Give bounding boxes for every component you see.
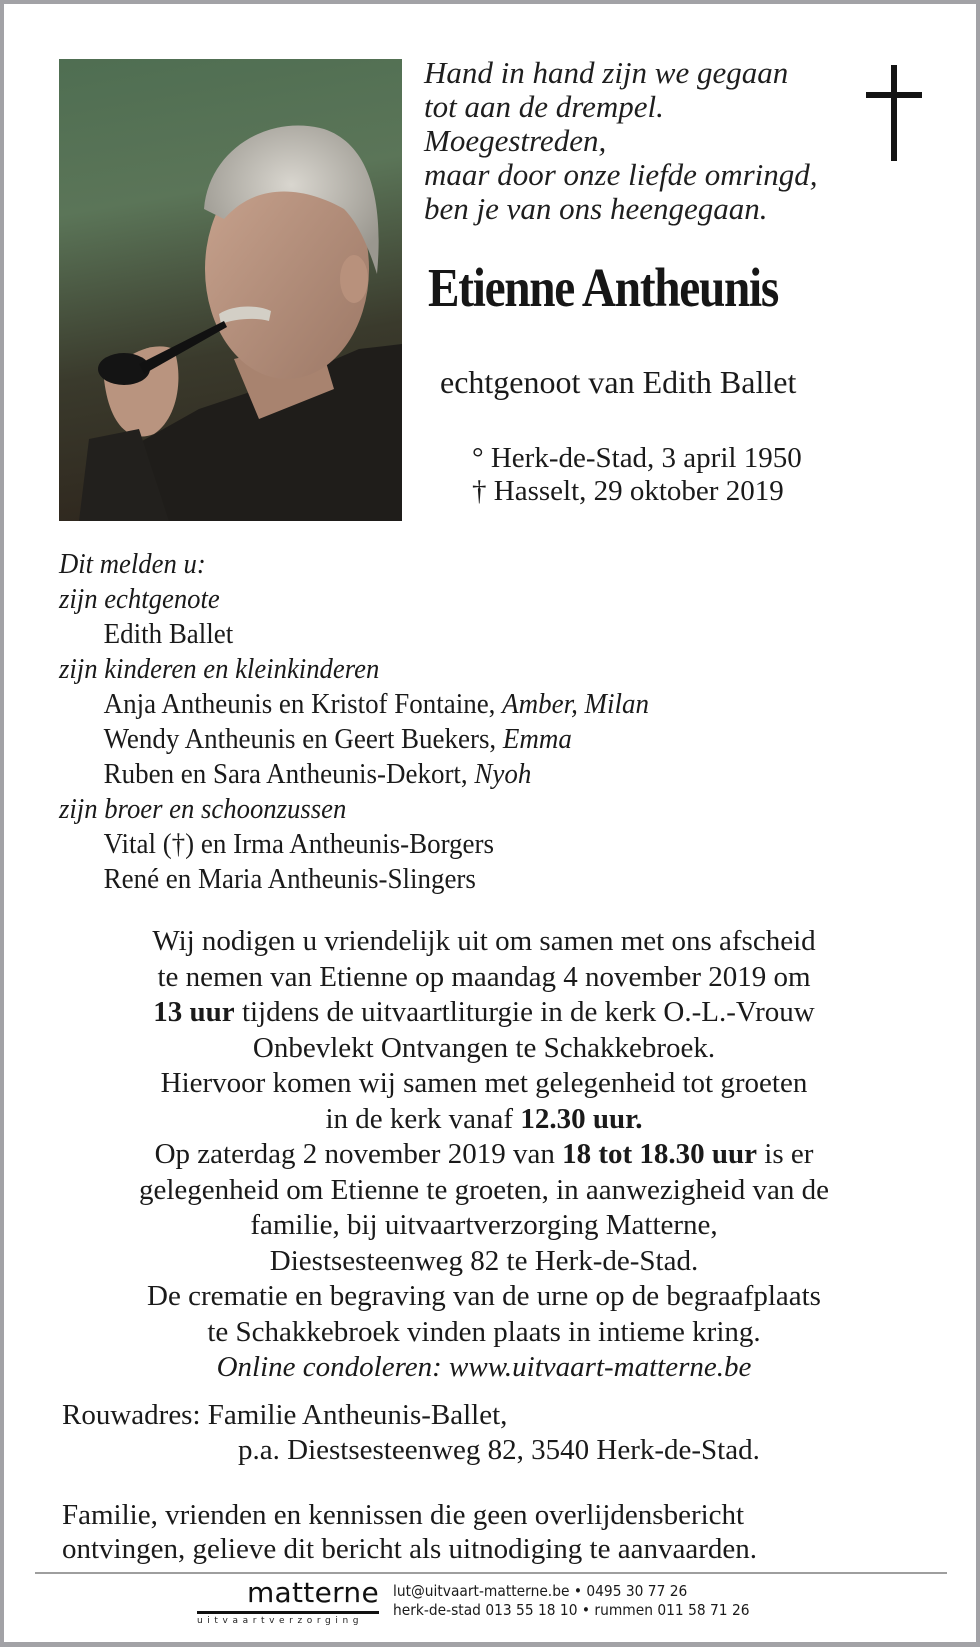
contact-email-phone[interactable]: lut@uitvaart-matterne.be • 0495 30 77 26 xyxy=(393,1582,688,1600)
spouse-line: echtgenoot van Edith Ballet xyxy=(440,364,797,400)
poem-line: ben je van ons heengegaan. xyxy=(424,191,768,226)
invitation-line: 13 uur tijdens de uitvaartliturgie in de kerk O.-L.-Vrouw xyxy=(153,996,815,1028)
family-member: Vital (†) en Irma Antheunis-Borgers xyxy=(103,828,495,860)
invitation-line: Onbevlekt Ontvangen te Schakkebroek. xyxy=(252,1031,716,1064)
closing-note xyxy=(62,1498,757,1566)
invitation-line: te Schakkebroek vinden plaats in intieme kring. xyxy=(207,1315,761,1348)
poem-line: tot aan de drempel. xyxy=(424,89,664,124)
portrait-photo xyxy=(59,59,402,521)
family-member: René en Maria Antheunis-Slingers xyxy=(103,863,476,895)
portrait-image xyxy=(59,59,402,521)
poem-line: Moegestreden, xyxy=(424,123,607,158)
family-member: Wendy Antheunis en Geert Buekers, Emma xyxy=(103,723,572,755)
invitation-line: De crematie en begraving van de urne op de begraafplaats xyxy=(147,1280,821,1312)
group-label: zijn kinderen en kleinkinderen xyxy=(59,653,380,685)
logo-wordmark: matterne xyxy=(246,1576,379,1609)
funeral-invitation xyxy=(44,924,924,1386)
group-label: zijn echtgenote xyxy=(59,583,220,615)
invitation-line: familie, bij uitvaartverzorging Matterne, xyxy=(250,1209,718,1241)
grandchildren: Amber, Milan xyxy=(502,688,649,720)
invitation-line: Op zaterdag 2 november 2019 van 18 tot 18.30 uur is er xyxy=(154,1138,814,1170)
grandchildren: Nyoh xyxy=(474,758,532,790)
mourning-address xyxy=(62,1398,760,1468)
birth-date: ° Herk-de-Stad, 3 april 1950 xyxy=(472,442,802,474)
family-member: Anja Antheunis en Kristof Fontaine, Amber, Milan xyxy=(103,688,649,720)
contact-phones: herk-de-stad 013 55 18 10 • rummen 011 58 71 26 xyxy=(393,1601,750,1619)
closing-line: Familie, vrienden en kennissen die geen overlijdensbericht xyxy=(62,1499,745,1531)
poem-line: Hand in hand zijn we gegaan xyxy=(424,55,789,90)
group-label: zijn broer en schoonzussen xyxy=(59,793,347,825)
life-dates xyxy=(472,442,802,508)
family-member: Ruben en Sara Antheunis-Dekort, Nyoh xyxy=(103,758,532,790)
poem-line: maar door onze liefde omringd, xyxy=(424,157,818,192)
closing-line: ontvingen, gelieve dit bericht als uitnodiging te aanvaarden. xyxy=(62,1533,757,1565)
invitation-line: te nemen van Etienne op maandag 4 november 2019 om xyxy=(157,960,811,993)
invitation-line: Diestsesteenweg 82 te Herk-de-Stad. xyxy=(269,1244,699,1277)
death-date: † Hasselt, 29 oktober 2019 xyxy=(472,475,784,507)
address-line: p.a. Diestsesteenweg 82, 3540 Herk-de-Stad. xyxy=(238,1434,760,1466)
matterne-logo xyxy=(197,1577,379,1628)
footer-divider xyxy=(35,1572,947,1574)
funeral-home-contact xyxy=(393,1582,750,1620)
logo-subtitle: uitvaartverzorging xyxy=(197,1616,364,1626)
cross-icon xyxy=(866,62,924,162)
deceased-name: Etienne Antheunis xyxy=(428,257,779,318)
family-announcement xyxy=(59,547,693,897)
invitation-line: gelegenheid om Etienne te groeten, in aanwezigheid van de xyxy=(138,1173,830,1206)
announcement-intro: Dit melden u: xyxy=(59,548,206,580)
family-member: Edith Ballet xyxy=(103,618,234,650)
invitation-line: Hiervoor komen wij samen met gelegenheid tot groeten xyxy=(160,1067,808,1099)
invitation-line: in de kerk vanaf 12.30 uur. xyxy=(325,1102,643,1135)
poem xyxy=(424,56,818,226)
online-condolence-link[interactable]: Online condoleren: www.uitvaart-matterne.be xyxy=(216,1351,752,1383)
invitation-line: Wij nodigen u vriendelijk uit om samen met ons afscheid xyxy=(152,925,816,957)
address-line: Rouwadres: Familie Antheunis-Ballet, xyxy=(62,1399,508,1431)
obituary-card xyxy=(4,4,976,1642)
grandchildren: Emma xyxy=(502,723,572,755)
